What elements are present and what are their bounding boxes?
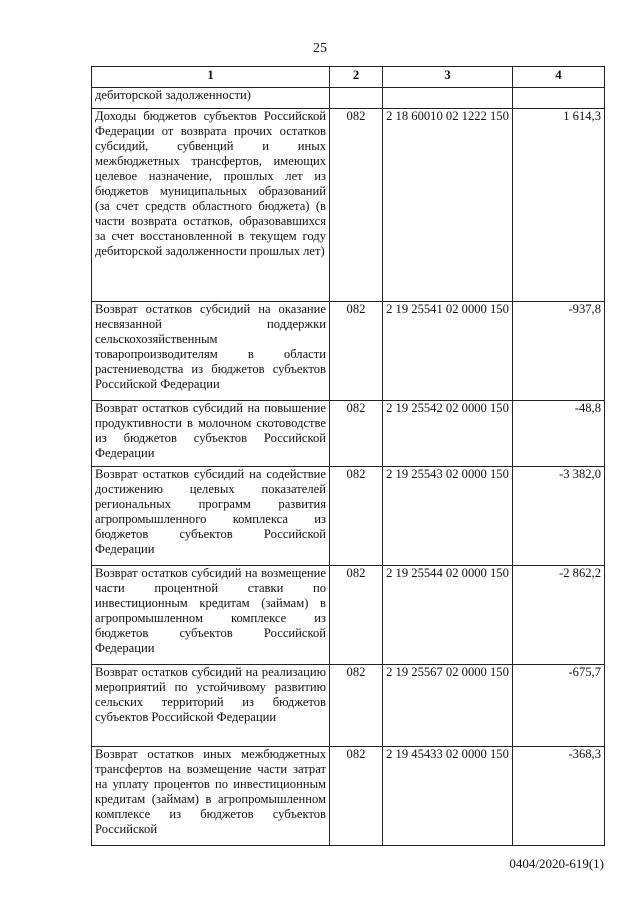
row-amount: -368,3 bbox=[513, 747, 605, 846]
table-row bbox=[92, 665, 605, 747]
table-row bbox=[92, 109, 605, 302]
row-admin-code: 082 bbox=[330, 302, 383, 401]
row-amount: 1 614,3 bbox=[513, 109, 605, 302]
row-description: Возврат остатков субсидий на повышение продуктивности в молочном скотоводстве из бюджетов субъектов Российской Федерации bbox=[92, 401, 330, 467]
row-amount: -48,8 bbox=[513, 401, 605, 467]
row-amount: -2 862,2 bbox=[513, 566, 605, 665]
table-row bbox=[92, 467, 605, 566]
column-header-2: 2 bbox=[330, 67, 383, 88]
row-description: Возврат остатков субсидий на возмещение части процентной ставки по инвестиционным кредитам (займам) в агропромышленном комплексе из бюджетов субъектов Российской Федерации bbox=[92, 566, 330, 665]
row-budget-code bbox=[383, 88, 513, 109]
row-description: Возврат остатков иных межбюджетных трансфертов на возмещение части затрат на уплату процентов по инвестиционным кредитам (займам) в агропромышленном комплексе из бюджетов субъектов Российской bbox=[92, 747, 330, 846]
row-admin-code: 082 bbox=[330, 109, 383, 302]
row-budget-code: 2 19 25543 02 0000 150 bbox=[383, 467, 513, 566]
row-budget-code: 2 19 25567 02 0000 150 bbox=[383, 665, 513, 747]
row-description: Доходы бюджетов субъектов Российской Федерации от возврата прочих остатков субсидий, субвенций и иных межбюджетных трансфертов, имеющих целевое назначение, прошлых лет из бюджетов муниципальных образований (за счет средств областного бюджета) (в части возврата остатков, образовавшихся за счет восстановленной в текущем году дебиторской задолженности прошлых лет) bbox=[92, 109, 330, 302]
column-header-3: 3 bbox=[383, 67, 513, 88]
table-header-row bbox=[92, 67, 605, 88]
table-row bbox=[92, 401, 605, 467]
row-admin-code: 082 bbox=[330, 467, 383, 566]
document-registration-number: 0404/2020-619(1) bbox=[509, 856, 604, 871]
page-number: 25 bbox=[313, 41, 327, 56]
row-description: Возврат остатков субсидий на реализацию мероприятий по устойчивому развитию сельских территорий из бюджетов субъектов Российской Федерации bbox=[92, 665, 330, 747]
table-row bbox=[92, 747, 605, 846]
table-row bbox=[92, 88, 605, 109]
row-budget-code: 2 19 25542 02 0000 150 bbox=[383, 401, 513, 467]
row-amount: -3 382,0 bbox=[513, 467, 605, 566]
budget-table bbox=[91, 66, 605, 846]
row-amount bbox=[513, 88, 605, 109]
row-admin-code bbox=[330, 88, 383, 109]
row-description: дебиторской задолженности) bbox=[92, 88, 330, 109]
row-description: Возврат остатков субсидий на оказание несвязанной поддержки сельскохозяйственным товаропроизводителям в области растениеводства из бюджетов субъектов Российской Федерации bbox=[92, 302, 330, 401]
table-row bbox=[92, 566, 605, 665]
row-description: Возврат остатков субсидий на содействие достижению целевых показателей региональных программ развития агропромышленного комплекса из бюджетов субъектов Российской Федерации bbox=[92, 467, 330, 566]
row-budget-code: 2 19 25544 02 0000 150 bbox=[383, 566, 513, 665]
row-amount: -937,8 bbox=[513, 302, 605, 401]
row-admin-code: 082 bbox=[330, 566, 383, 665]
row-budget-code: 2 19 25541 02 0000 150 bbox=[383, 302, 513, 401]
row-amount: -675,7 bbox=[513, 665, 605, 747]
row-admin-code: 082 bbox=[330, 401, 383, 467]
row-budget-code: 2 18 60010 02 1222 150 bbox=[383, 109, 513, 302]
column-header-1: 1 bbox=[92, 67, 330, 88]
table-row bbox=[92, 302, 605, 401]
row-budget-code: 2 19 45433 02 0000 150 bbox=[383, 747, 513, 846]
column-header-4: 4 bbox=[513, 67, 605, 88]
row-admin-code: 082 bbox=[330, 665, 383, 747]
row-admin-code: 082 bbox=[330, 747, 383, 846]
